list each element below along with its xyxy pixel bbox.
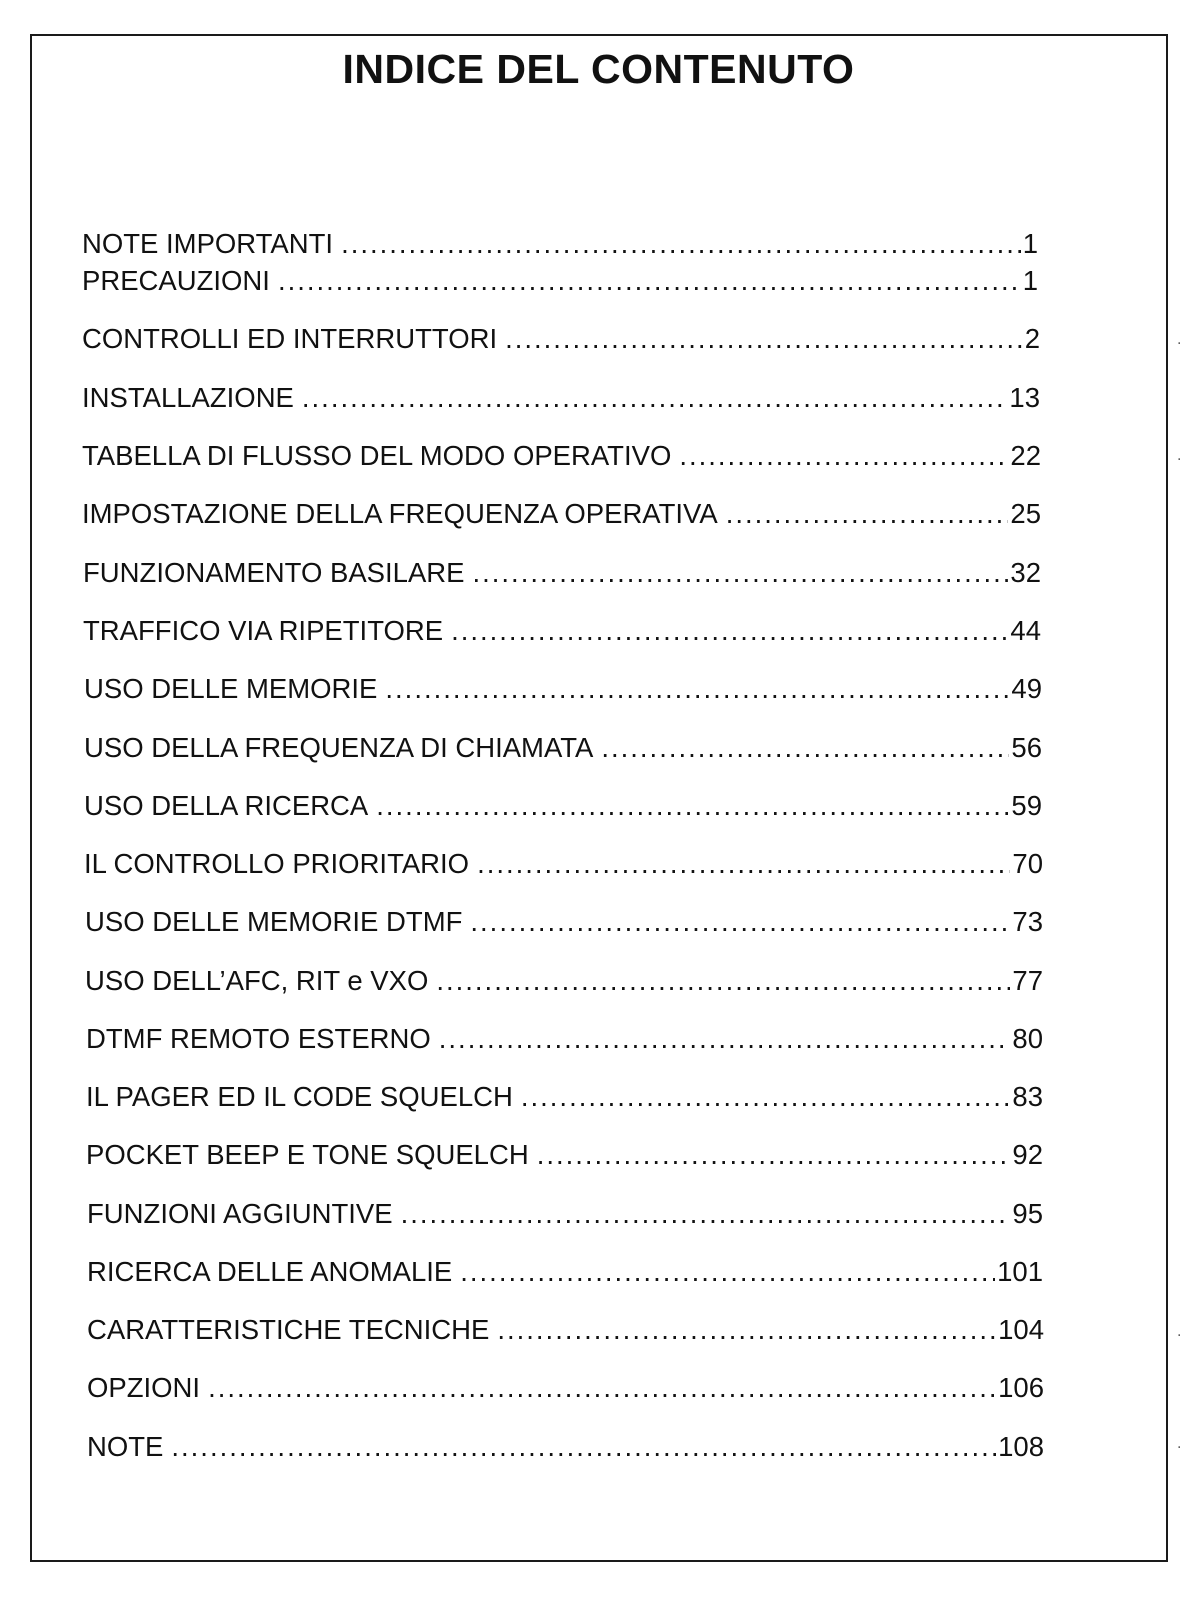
toc-entry-label: IMPOSTAZIONE DELLA FREQUENZA OPERATIVA [82,498,718,529]
toc-entry-label: IL PAGER ED IL CODE SQUELCH [86,1081,513,1112]
toc-entry[interactable] [82,322,1040,356]
toc-entry-page: 80 [1012,1023,1043,1054]
toc-entry-page: 25 [1010,498,1041,529]
scan-speck: ⋅ [1177,451,1182,467]
toc-entry-label: TRAFFICO VIA RIPETITORE [83,615,444,646]
dot-leader [436,964,1010,998]
dot-leader [401,1197,1011,1231]
toc-entry-label: USO DELLE MEMORIE DTMF [85,906,463,937]
toc-entry-page: 95 [1012,1198,1043,1229]
toc-entry[interactable] [87,1313,1044,1347]
toc-entry-page: 108 [998,1431,1044,1462]
dot-leader [601,731,1009,765]
toc-entry[interactable] [86,1138,1043,1172]
toc-entry[interactable] [86,1080,1043,1114]
toc-entry-label: USO DELLE MEMORIE [84,673,378,704]
dot-leader [278,264,1021,298]
toc-entry[interactable] [87,1430,1044,1464]
dot-leader [505,322,1023,356]
toc-entry[interactable] [82,227,1038,261]
toc-entry[interactable] [83,614,1041,648]
scan-speck: ⋅ [1177,335,1182,351]
scan-speck: ⋅ [1177,1439,1182,1455]
dot-leader [460,1255,995,1289]
toc-entry-label: USO DELLA RICERCA [84,790,369,821]
toc-entry-label: CONTROLLI ED INTERRUTTORI [82,323,498,354]
toc-entry-page: 32 [1010,557,1041,588]
dot-leader [537,1138,1011,1172]
toc-entry[interactable] [82,264,1038,298]
toc-entry-label: RICERCA DELLE ANOMALIE [87,1256,453,1287]
toc-entry-label: POCKET BEEP E TONE SQUELCH [86,1139,529,1170]
toc-entry-page: 56 [1011,732,1042,763]
toc-entry-label: INSTALLAZIONE [82,382,294,413]
toc-entry-page: 59 [1011,790,1042,821]
dot-leader [726,497,1009,531]
toc-entry-label: USO DELLA FREQUENZA DI CHIAMATA [84,732,594,763]
toc-entry-page: 1 [1022,228,1038,259]
toc-entry[interactable] [85,905,1043,939]
toc-entry[interactable] [87,1255,1043,1289]
toc-entry-page: 2 [1024,323,1040,354]
toc-entry-label: TABELLA DI FLUSSO DEL MODO OPERATIVO [82,440,672,471]
toc-entry-label: OPZIONI [87,1372,201,1403]
toc-entry[interactable] [82,497,1041,531]
toc-entry-page: 1 [1022,265,1038,296]
toc-entry-label: NOTE IMPORTANTI [82,228,334,259]
toc-entry-page: 49 [1011,673,1042,704]
toc-entry-page: 44 [1010,615,1041,646]
toc-entry-label: CARATTERISTICHE TECNICHE [87,1314,490,1345]
toc-entry-page: 73 [1012,906,1043,937]
toc-entry[interactable] [87,1197,1043,1231]
toc-entry[interactable] [82,381,1040,415]
dot-leader [171,1430,996,1464]
page-title: INDICE DEL CONTENUTO [342,46,855,92]
dot-leader [439,1022,1011,1056]
toc-entry-page: 77 [1012,965,1043,996]
toc-entry-label: DTMF REMOTO ESTERNO [86,1023,431,1054]
toc-entry-page: 92 [1012,1139,1043,1170]
dot-leader [341,227,1021,261]
dot-leader [473,556,1009,590]
toc-entry-label: PRECAUZIONI [82,265,270,296]
toc-entry-page: 101 [997,1256,1043,1287]
toc-entry-page: 83 [1012,1081,1043,1112]
toc-entry[interactable] [87,1371,1044,1405]
dot-leader [451,614,1008,648]
dot-leader [302,381,1008,415]
toc-entry[interactable] [84,789,1042,823]
toc-entry-page: 70 [1012,848,1043,879]
dot-leader [477,847,1010,881]
toc-entry-label: FUNZIONAMENTO BASILARE [83,557,465,588]
toc-entry[interactable] [84,847,1043,881]
dot-leader [470,905,1010,939]
toc-entry-page: 106 [998,1372,1044,1403]
dot-leader [376,789,1009,823]
toc-entry[interactable] [84,731,1042,765]
dot-leader [679,439,1008,473]
toc-entry-label: USO DELL’AFC, RIT e VXO [85,965,429,996]
scan-speck: ⋅ [1177,1327,1182,1343]
toc-entry-label: NOTE [87,1431,164,1462]
dot-leader [521,1080,1011,1114]
toc-entry-page: 104 [998,1314,1044,1345]
toc-entry[interactable] [82,439,1041,473]
toc-entry-page: 22 [1010,440,1041,471]
toc-entry[interactable] [86,1022,1043,1056]
dot-leader [208,1371,996,1405]
toc-entry[interactable] [84,672,1042,706]
dot-leader [385,672,1009,706]
toc-entry-label: FUNZIONI AGGIUNTIVE [87,1198,393,1229]
toc-entry-label: IL CONTROLLO PRIORITARIO [84,848,470,879]
toc-entry[interactable] [85,964,1043,998]
toc-entry[interactable] [83,556,1041,590]
toc-entry-page: 13 [1009,382,1040,413]
dot-leader [497,1313,996,1347]
